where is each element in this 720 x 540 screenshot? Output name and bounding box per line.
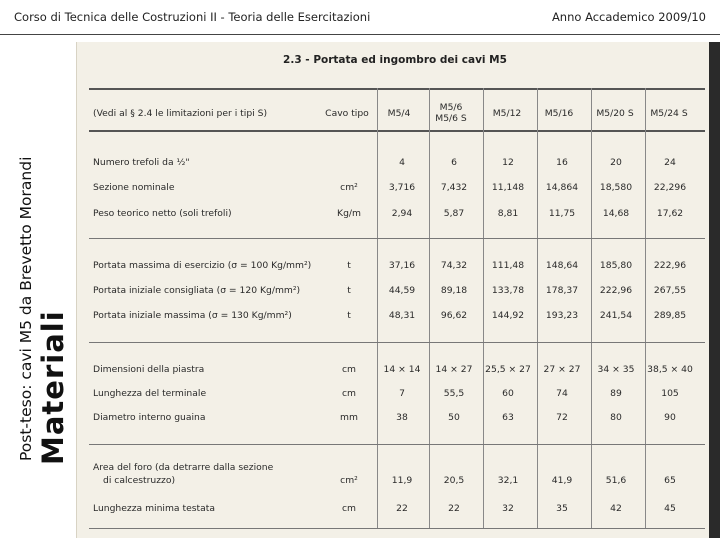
cell: 2,94 [391,208,413,219]
side-title-block [16,45,74,465]
cell: 25,5 × 27 [485,364,531,375]
cell: 3,716 [388,182,416,193]
cell: 37,16 [388,260,416,271]
column-divider [377,88,378,528]
cell: 7,432 [440,182,468,193]
cell: 20 [610,157,622,168]
row-unit: t [347,260,351,271]
cell: 74,32 [440,260,468,271]
column-divider [483,88,484,528]
cell: 11,9 [391,475,413,486]
cell: 4 [399,157,405,168]
cell: 11,75 [548,208,576,219]
row-label: Lunghezza minima testata [93,503,215,514]
row-unit: cm² [340,182,358,193]
row-label: Peso teorico netto (soli trefoli) [93,208,232,219]
cell: 22,296 [653,182,687,193]
cell: 148,64 [545,260,579,271]
cell: 14 × 14 [383,364,421,375]
cell: 51,6 [605,475,627,486]
cell: 24 [664,157,676,168]
row-unit: cm² [340,475,358,486]
cell: 96,62 [440,310,468,321]
side-title: Materiali [36,310,70,465]
row-label-continued: di calcestruzzo) [103,475,176,486]
cell: 63 [502,412,514,423]
row-unit: cm [341,388,356,399]
cell: 42 [610,503,622,514]
cell: 14,68 [602,208,630,219]
cell: 105 [661,388,679,399]
group-rule [89,444,705,445]
cell: 185,80 [599,260,633,271]
cell: 111,48 [491,260,525,271]
row-unit: mm [340,412,358,423]
col-header: M5/16 [544,108,574,119]
column-divider [537,88,538,528]
cell: 20,5 [443,475,465,486]
cell: 48,31 [388,310,416,321]
cell: 14 × 27 [435,364,473,375]
col-header: M5/6 M5/6 S [435,102,467,124]
cell: 41,9 [551,475,573,486]
course-title: Corso di Tecnica delle Costruzioni II - Teoria delle Esercitazioni [14,10,371,24]
row-unit: t [347,285,351,296]
cell: 38 [396,412,408,423]
row-label: Sezione nominale [93,182,175,193]
cell: 18,580 [599,182,633,193]
scan-edge [709,42,720,538]
cell: 72 [556,412,568,423]
cell: 6 [451,157,457,168]
cell: 65 [664,475,676,486]
cell: 144,92 [491,310,525,321]
column-divider [591,88,592,528]
row-label: Portata massima di esercizio (σ = 100 Kg/mm²) [93,260,312,271]
cell: 32,1 [497,475,519,486]
cell: 222,96 [653,260,687,271]
col-header: M5/12 [492,108,522,119]
cell: 80 [610,412,622,423]
type-label: Cavo tipo [325,108,369,119]
cell: 267,55 [653,285,687,296]
cell: 241,54 [599,310,633,321]
table-note: (Vedi al § 2.4 le limitazioni per i tipi S) [93,108,268,119]
cell: 193,23 [545,310,579,321]
row-label: Portata iniziale consigliata (σ = 120 Kg/mm²) [93,285,301,296]
group-rule [89,342,705,343]
cell: 8,81 [497,208,519,219]
cell: 22 [396,503,408,514]
cell: 289,85 [653,310,687,321]
cell: 178,37 [545,285,579,296]
row-label: Lunghezza del terminale [93,388,207,399]
cell: 45 [664,503,676,514]
row-label: Dimensioni della piastra [93,364,205,375]
cell: 133,78 [491,285,525,296]
cell: 16 [556,157,568,168]
cell: 222,96 [599,285,633,296]
cell: 50 [448,412,460,423]
cell: 32 [502,503,514,514]
row-unit: cm [341,503,356,514]
cell: 74 [556,388,568,399]
row-label: Area del foro (da detrarre dalla sezione [93,462,274,473]
cell: 38,5 × 40 [647,364,693,375]
col-header: M5/20 S [596,108,634,119]
cell: 7 [399,388,405,399]
cell: 55,5 [443,388,465,399]
header-rule [89,130,705,132]
academic-year: Anno Accademico 2009/10 [551,10,706,24]
row-label: Portata iniziale massima (σ = 130 Kg/mm²) [93,310,292,321]
row-unit: Kg/m [337,208,361,219]
cell: 27 × 27 [543,364,581,375]
scanned-table [76,42,713,538]
cell: 17,62 [656,208,684,219]
cell: 89 [610,388,622,399]
cell: 11,148 [491,182,525,193]
cell: 34 × 35 [597,364,635,375]
col-header: M5/24 S [650,108,688,119]
cell: 44,59 [388,285,416,296]
row-label: Diametro interno guaina [93,412,206,423]
cell: 90 [664,412,676,423]
cell: 60 [502,388,514,399]
col-header: M5/4 [387,108,411,119]
row-unit: t [347,310,351,321]
table-bottom-rule [89,528,705,529]
side-subtitle: Post-teso: cavi M5 da Brevetto Morandi [17,156,35,461]
group-rule [89,238,705,239]
cell: 89,18 [440,285,468,296]
row-unit: cm [341,364,356,375]
cell: 12 [502,157,514,168]
table-top-rule [89,88,705,90]
column-divider [645,88,646,528]
cell: 5,87 [443,208,465,219]
table-title: 2.3 - Portata ed ingombro dei cavi M5 [283,54,507,66]
cell: 35 [556,503,568,514]
cell: 22 [448,503,460,514]
cell: 14,864 [545,182,579,193]
column-divider [429,88,430,528]
header-divider [0,34,720,35]
row-label: Numero trefoli da ½" [93,157,190,168]
